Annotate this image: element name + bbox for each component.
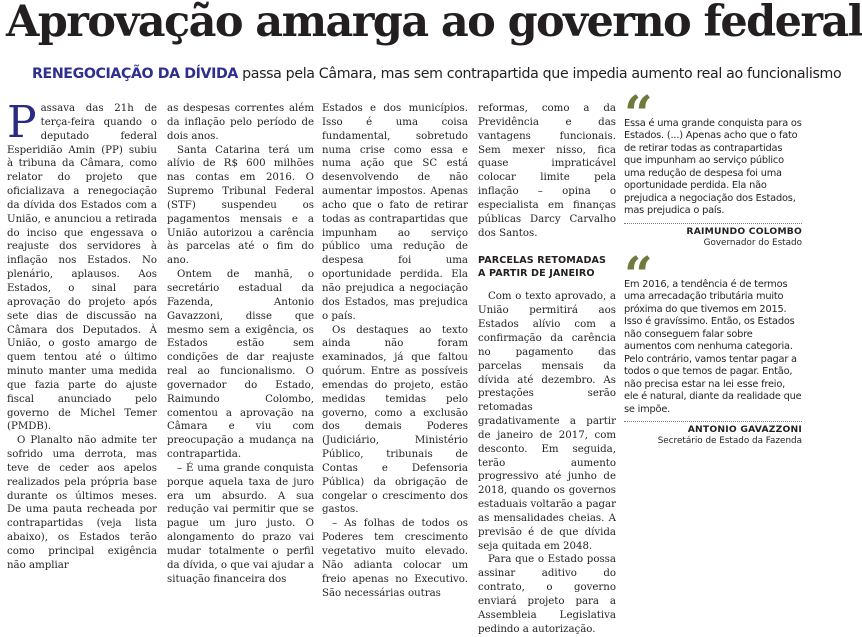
paragraph: reformas, como a da Previdência e das vantagens funcionais. Sem mexer nisso, fica quase impraticável colocar limite pela inflação – opina o especialista em finanças públicas Darcy Carvalho dos Santos.: [478, 103, 616, 239]
paragraph: Passava das 21h de terça-feira quando o deputado federal Esperidião Amin (PP) subiu à tribuna da Câmara, como relator do projeto que oficializava a renegociação da dívida dos Estados com a União, e anunciou a retirada do inciso que engessava o reajuste dos servidores à inflação nos Estados. No plenário, aplausos. Aos Estados, o sinal para aprovação do projeto após sete dias de discussão na Câmara dos Deputados. À União, o gosto amargo de quem tentou até o último minuto manter uma medida que fazia parte do ajuste fiscal anunciado pelo governo de Michel Temer (PMDB).: [7, 97, 157, 433]
paragraph: as despesas correntes além da inflação pelo período de dois anos.: [167, 103, 314, 142]
crosshead: PARCELAS RETOMADAS A PARTIR DE JANEIRO: [478, 255, 607, 280]
headline: Aprovação amarga ao governo federal: [6, 0, 862, 47]
subhead-kicker: RENEGOCIAÇÃO DA DÍVIDA: [32, 66, 238, 82]
pull-quote-colombo: [624, 84, 802, 249]
paragraph: – É uma grande conquista porque aquela taxa de juro era um absurdo. A sua redução vai permitir que se pague um juro justo. O alongamento do prazo vai mudar totalmente o perfil da dívida, o que vai ajudar a situação financeira dos: [167, 462, 314, 585]
divider: [624, 223, 802, 224]
paragraph: Estados e dos municípios. Isso é uma coisa fundamental, sobretudo numa crise como essa e numa ação que SC está desenvolvendo de não aumentar impostos. Apenas acho que o fato de retirar todas as contrapartidas que impunham ao serviço público uma redução de despesa foi uma oportunidade perdida. Ela não prejudica a negociação dos Estados, mas prejudica o país.: [322, 103, 468, 322]
paragraph: Ontem de manhã, o secretário estadual da Fazenda, Antonio Gavazzoni, disse que mesmo sem a exigência, os Estados estão sem condições de dar reajuste real ao funcionalismo. O governador do Estado, Raimundo Colombo, comentou a aprovação na Câmara e viu com preocupação a mudança na contrapartida.: [167, 269, 314, 461]
paragraph: Os destaques ao texto ainda não foram examinados, já que faltou quórum. Entre as possíveis emendas do projeto, estão medidas temidas pelo governo, como a exclusão dos demais Poderes (Judiciário, Ministério Público, tribunais de Contas e Defensoria Pública) da obrigação de congelar o crescimento dos gastos.: [322, 324, 468, 516]
quote-text: Essa é uma grande conquista para os Estados. (...) Apenas acho que o fato de retirar todas as contrapartidas que impunham ao serviço público uma redução de despesa foi uma oportunidade perdida. Ela não prejudica a negociação dos Estados, mas prejudica o país.: [624, 118, 802, 217]
subhead-text: passa pela Câmara, mas sem contrapartida que impedia aumento real ao funcionalismo: [242, 66, 842, 82]
paragraph: – As folhas de todos os Poderes tem crescimento vegetativo muito elevado. Não adianta colocar um freio apenas no Executivo. São necessárias outras: [322, 518, 468, 599]
quote-mark-icon: “: [624, 245, 645, 304]
article-column-2: [167, 102, 314, 585]
quote-text: Em 2016, a tendência é de termos uma arrecadação tributária muito próxima do que tivemos em 2015. Isso é gravíssimo. Então, os Estados não conseguem falar sobre aumentos com nenhuma categoria. Pelo contrário, vamos tentar pagar a todos o que temos de pagar. Então, não precisa estar na lei esse freio, ele é natural, diante da realidade que se impõe.: [624, 279, 802, 415]
quote-source-role: Governador do Estado: [703, 237, 802, 248]
article-column-4: [478, 102, 616, 635]
quote-source-name: ANTONIO GAVAZZONI: [687, 423, 802, 435]
quote-source-name: RAIMUNDO COLOMBO: [686, 225, 802, 237]
subheadline: [32, 65, 842, 83]
paragraph: Para que o Estado possa assinar aditivo do contrato, o governo enviará projeto para a Assembleia Legislativa pedindo a autorização.: [478, 554, 616, 635]
quote-source-role: Secretário de Estado da Fazenda: [657, 435, 802, 446]
divider: [624, 421, 802, 422]
drop-cap: P: [7, 97, 37, 148]
paragraph: Santa Catarina terá um alívio de R$ 600 milhões nas contas em 2016. O Supremo Tribunal Federal (STF) suspendeu os pagamentos mensais e a União autorizou a carência às parcelas até o fim do ano.: [167, 144, 314, 267]
pull-quote-gavazzoni: [624, 245, 802, 447]
article-column-3: [322, 102, 468, 599]
paragraph: O Planalto não admite ter sofrido uma derrota, mas teve de ceder aos apelos realizados pela própria base durante os últimos meses. De uma pauta recheada por contrapartidas (veja lista abaixo), os Estados terão como principal exigência não ampliar: [7, 435, 157, 571]
quote-mark-icon: “: [624, 84, 645, 143]
article-column-1: [7, 97, 157, 571]
paragraph: Com o texto aprovado, a União permitirá aos Estados alívio com a confirmação da carência no pagamento das parcelas mensais da dívida até dezembro. As prestações serão retomadas gradativamente a partir de janeiro de 2017, com desconto. Em seguida, terão aumento progressivo até junho de 2018, quando os governos estaduais voltarão a pagar as mensalidades cheias. A previsão é de que dívida seja quitada em 2048.: [478, 291, 616, 552]
